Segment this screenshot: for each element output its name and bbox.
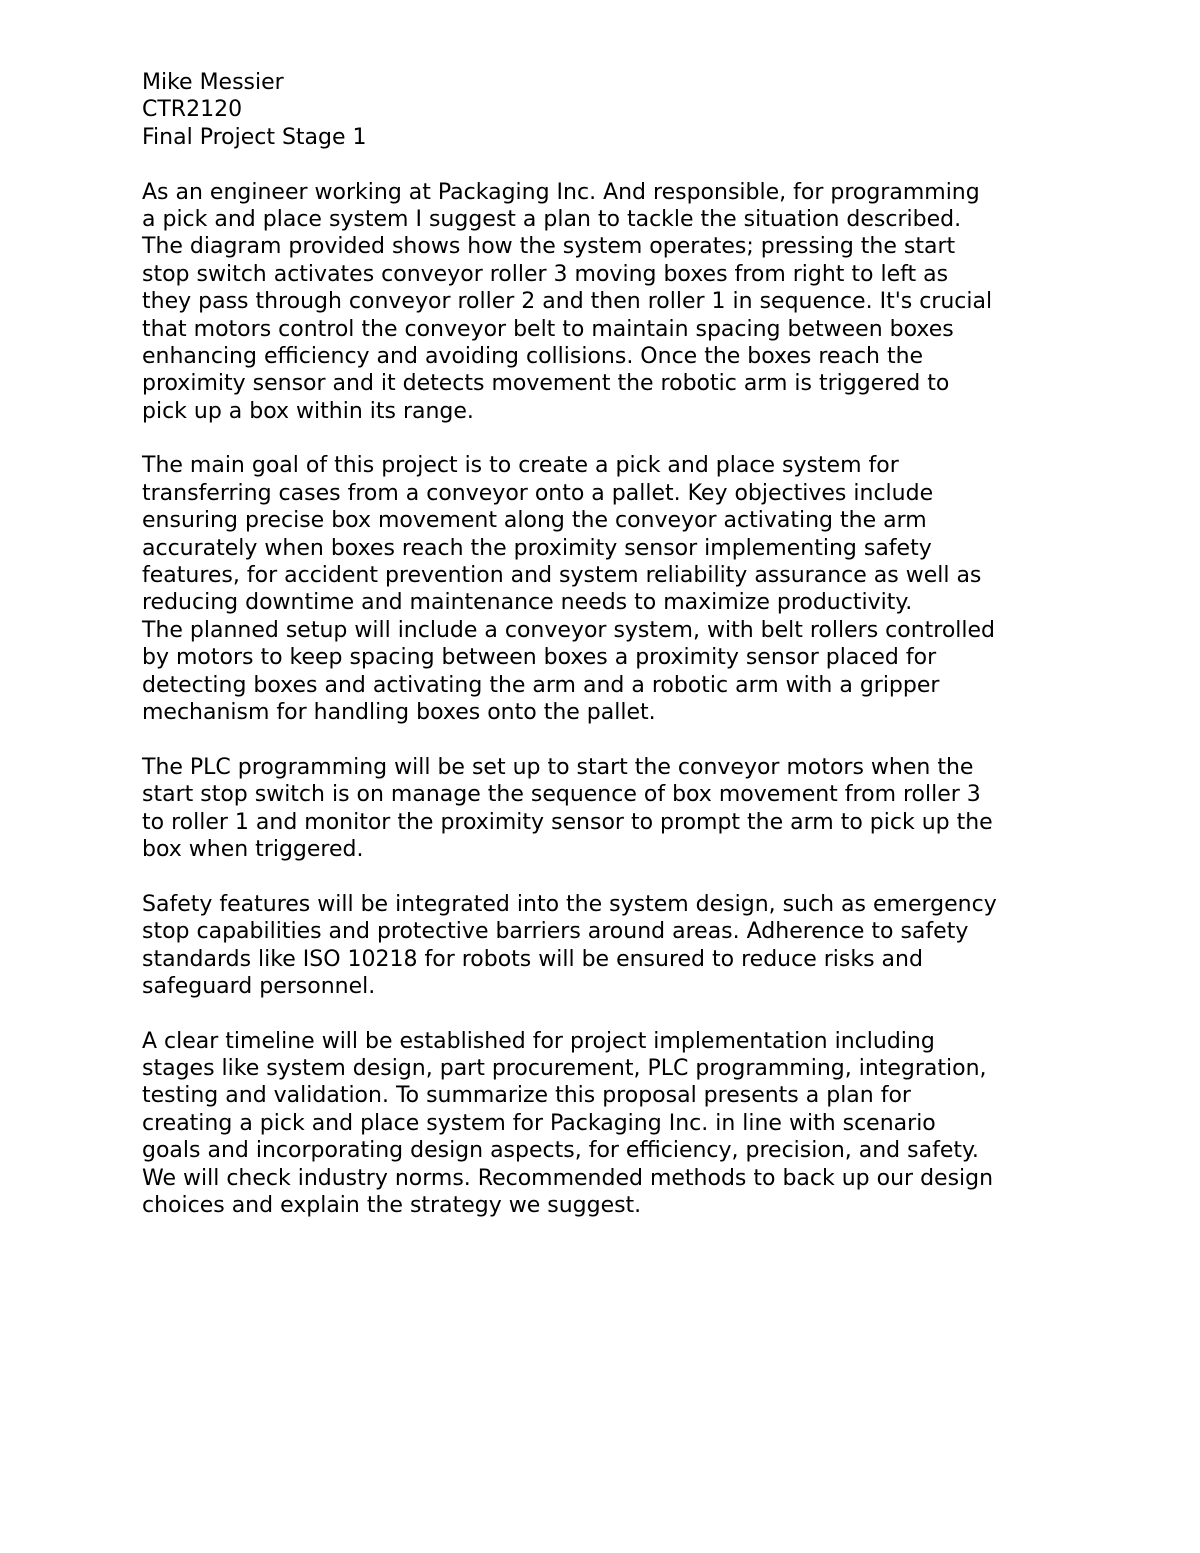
paragraph-line: proximity sensor and it detects movement the robotic arm is triggered to [142, 371, 950, 397]
paragraph-spacer [142, 726, 1082, 753]
paragraph-line: accurately when boxes reach the proximity sensor implementing safety [142, 535, 932, 561]
document-body [142, 69, 1082, 1219]
paragraph-line: that motors control the conveyor belt to maintain spacing between boxes [142, 316, 954, 342]
paragraph-spacer [142, 425, 1082, 452]
paragraph-line: features, for accident prevention and system reliability assurance as well as [142, 563, 982, 589]
paragraph-line: a pick and place system I suggest a plan to tackle the situation described. [142, 206, 962, 232]
paragraph-line: standards like ISO 10218 for robots will be ensured to reduce risks and [142, 946, 923, 972]
paragraph-line: The PLC programming will be set up to start the conveyor motors when the [142, 754, 974, 780]
course-code: CTR2120 [142, 97, 243, 123]
spacer [142, 151, 1082, 178]
paragraph [142, 179, 1082, 426]
paragraph-line: goals and incorporating design aspects, for efficiency, precision, and safety. [142, 1138, 979, 1164]
paragraph-line: stop capabilities and protective barriers around areas. Adherence to safety [142, 919, 969, 945]
paragraph-spacer [142, 1000, 1082, 1027]
paragraph-line: mechanism for handling boxes onto the pallet. [142, 699, 656, 725]
paragraph-line: transferring cases from a conveyor onto a pallet. Key objectives include [142, 480, 934, 506]
paragraphs [142, 179, 1082, 1220]
paragraph-line: The planned setup will include a conveyor system, with belt rollers controlled [142, 617, 996, 643]
paragraph [142, 1028, 1082, 1220]
paragraph-line: stop switch activates conveyor roller 3 moving boxes from right to left as [142, 261, 949, 287]
paragraph-line: pick up a box within its range. [142, 398, 474, 424]
paragraph-line: The main goal of this project is to create a pick and place system for [142, 453, 899, 479]
paragraph-line: testing and validation. To summarize this proposal presents a plan for [142, 1083, 911, 1109]
paragraph-line: choices and explain the strategy we suggest. [142, 1193, 642, 1219]
paragraph-line: We will check industry norms. Recommended methods to back up our design [142, 1165, 994, 1191]
paragraph [142, 452, 1082, 726]
paragraph-line: As an engineer working at Packaging Inc. And responsible, for programming [142, 179, 980, 205]
paragraph [142, 754, 1082, 864]
paragraph-line: by motors to keep spacing between boxes a proximity sensor placed for [142, 645, 937, 671]
paragraph-line: box when triggered. [142, 836, 364, 862]
paragraph-line: start stop switch is on manage the sequence of box movement from roller 3 [142, 782, 981, 808]
author-name: Mike Messier [142, 70, 284, 95]
paragraph-line: detecting boxes and activating the arm and a robotic arm with a gripper [142, 672, 940, 698]
paragraph-line: safeguard personnel. [142, 973, 376, 999]
paragraph-line: A clear timeline will be established for project implementation including [142, 1028, 935, 1054]
document-title: Final Project Stage 1 [142, 124, 367, 150]
paragraph-spacer [142, 863, 1082, 890]
paragraph-line: to roller 1 and monitor the proximity sensor to prompt the arm to pick up the [142, 809, 993, 835]
paragraph-line: creating a pick and place system for Packaging Inc. in line with scenario [142, 1110, 936, 1136]
paragraph-line: Safety features will be integrated into the system design, such as emergency [142, 891, 997, 917]
paragraph-line: The diagram provided shows how the system operates; pressing the start [142, 234, 956, 260]
paragraph-line: enhancing efficiency and avoiding collisions. Once the boxes reach the [142, 343, 924, 369]
paragraph-line: they pass through conveyor roller 2 and then roller 1 in sequence. It's crucial [142, 289, 993, 315]
paragraph [142, 891, 1082, 1001]
paragraph-line: stages like system design, part procurement, PLC programming, integration, [142, 1056, 987, 1082]
paragraph-line: ensuring precise box movement along the conveyor activating the arm [142, 508, 927, 534]
paragraph-line: reducing downtime and maintenance needs to maximize productivity. [142, 590, 913, 616]
